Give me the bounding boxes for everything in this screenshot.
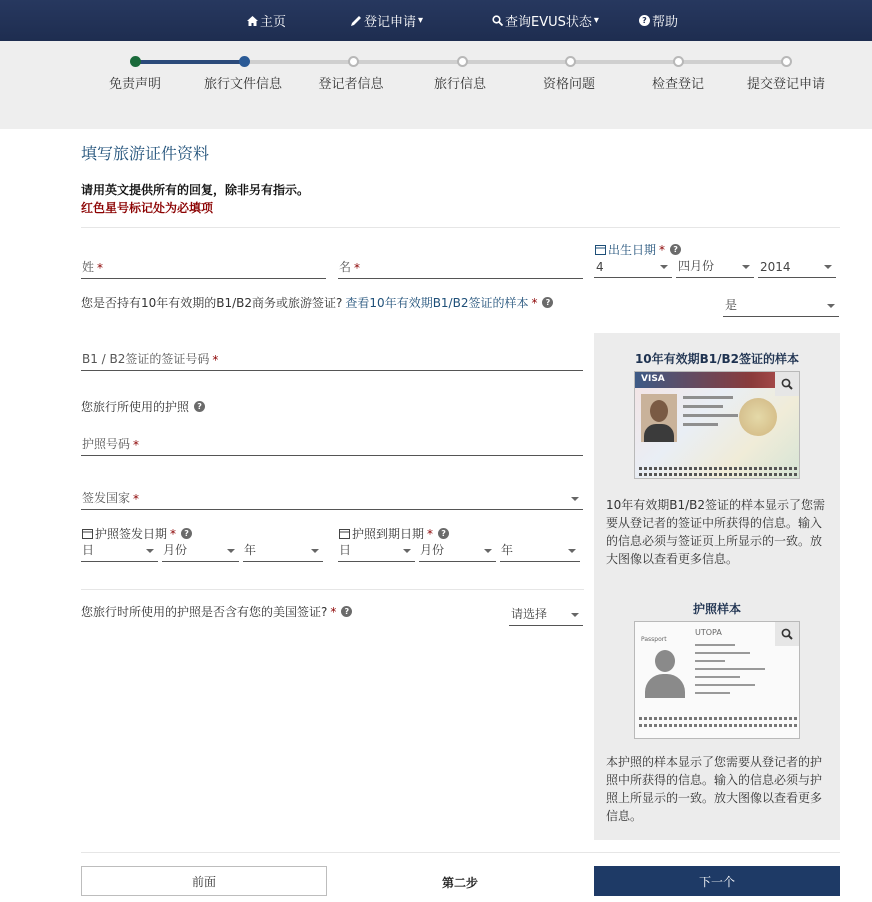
step-label: 旅行信息 (433, 77, 487, 92)
dob-month-select[interactable] (676, 256, 754, 278)
required-marker: * (330, 604, 337, 619)
sample-sidebar (594, 333, 840, 840)
help-icon[interactable]: ? (341, 606, 352, 617)
next-button[interactable]: 下一个 (594, 866, 840, 896)
search-icon (781, 628, 793, 640)
visa-answer-select[interactable] (723, 295, 839, 317)
step-dot-submit (781, 56, 792, 67)
issuing-country-select[interactable] (81, 488, 583, 510)
passport-heading-text: 您旅行所使用的护照 (81, 400, 190, 414)
visa-number-field[interactable] (81, 349, 583, 371)
surname-field[interactable] (81, 257, 326, 279)
visa-sample-image[interactable] (634, 371, 800, 479)
expiry-year-value: 年 (501, 543, 514, 557)
passport-subtitle: Passport (641, 636, 667, 643)
help-icon[interactable]: ? (438, 528, 449, 539)
calendar-icon (595, 244, 606, 255)
visa-photo (641, 394, 677, 442)
passport-sample-title: 护照样本 (692, 602, 741, 616)
nav-home[interactable] (247, 0, 286, 41)
chevron-down-icon (568, 549, 576, 553)
step-label[interactable]: 旅行文件信息 (203, 77, 283, 92)
help-icon[interactable]: ? (194, 401, 205, 412)
step-label: 资格问题 (542, 77, 596, 92)
dob-year-select[interactable] (758, 256, 836, 278)
passport-heading (81, 398, 205, 415)
passport-number-field[interactable] (81, 434, 583, 456)
home-icon (247, 16, 258, 26)
dob-year-value: 2014 (760, 260, 791, 274)
visa-seal (739, 398, 777, 436)
step-dot-travel-info (457, 56, 468, 67)
divider (81, 589, 584, 590)
chevron-down-icon (827, 304, 835, 308)
chevron-down-icon (660, 265, 668, 269)
step-label: 登记者信息 (318, 77, 384, 92)
required-marker: * (97, 261, 104, 275)
step-dot-applicant (348, 56, 359, 67)
expiry-date-label-text: 护照到期日期 (352, 527, 425, 541)
required-marker: * (427, 526, 434, 541)
issue-year-select[interactable] (243, 540, 323, 562)
issue-date-label-text: 护照签发日期 (95, 527, 168, 541)
expiry-month-value: 月份 (420, 543, 445, 557)
dob-day-select[interactable] (594, 256, 672, 278)
visa-sample-title: 10年有效期B1/B2签证的样本 (634, 352, 800, 366)
calendar-icon (82, 528, 93, 539)
step-dot-review (673, 56, 684, 67)
passport-number-label: 护照号码 (82, 437, 131, 451)
search-icon (781, 378, 793, 390)
visa-mrz (639, 467, 797, 470)
expiry-day-select[interactable] (338, 540, 415, 562)
passport-title: UTOPA (695, 628, 722, 637)
chevron-down-icon (311, 549, 319, 553)
required-marker: * (212, 353, 219, 367)
expiry-year-select[interactable] (500, 540, 580, 562)
step-dot-eligibility (565, 56, 576, 67)
step-indicator: 第二步 (441, 876, 478, 890)
given-name-field[interactable] (338, 257, 583, 279)
dob-day-value: 4 (596, 260, 604, 274)
expiry-month-select[interactable] (419, 540, 496, 562)
contains-visa-text: 您旅行时所使用的护照是否含有您的美国签证? (81, 605, 328, 619)
chevron-down-icon: ▾ (418, 15, 424, 26)
help-icon[interactable]: ? (670, 244, 681, 255)
zoom-button[interactable] (775, 372, 799, 396)
photo-head-shape (650, 400, 668, 422)
contains-visa-value: 请选择 (511, 607, 548, 621)
visa-question-text: 您是否持有10年有效期的B1/B2商务或旅游签证? (81, 296, 343, 310)
passport-sample-description: 本护照的样本显示了您需要从登记者的护照中所获得的信息。输入的信息必须与护照上所显示的一致。放大图像以查看更多信息。 (606, 755, 823, 823)
main-content (0, 129, 872, 902)
contains-visa-select[interactable] (509, 604, 583, 626)
visa-sample-link[interactable]: 查看10年有效期B1/B2签证的样本 (345, 296, 529, 310)
passport-mrz (639, 717, 797, 720)
required-marker: * (531, 295, 538, 310)
step-dot-travel-docs (239, 56, 250, 67)
required-marker: * (354, 261, 361, 275)
step-label: 检查登记 (651, 77, 705, 92)
avatar-silhouette (643, 646, 687, 698)
nav-check-label: 查询EVUS状态 (505, 15, 592, 30)
page-title: 填写旅游证件资料 (81, 144, 210, 163)
top-nav (0, 0, 872, 41)
question-circle-icon: ? (639, 15, 650, 26)
progress-area (0, 41, 872, 129)
nav-help-label: 帮助 (652, 15, 679, 30)
expiry-day-value: 日 (339, 543, 352, 557)
chevron-down-icon (824, 265, 832, 269)
dob-label-text: 出生日期 (608, 243, 657, 257)
nav-register-label: 登记申请 (364, 15, 417, 30)
issue-day-value: 日 (82, 543, 95, 557)
chevron-down-icon (146, 549, 154, 553)
pencil-icon (351, 15, 362, 26)
issuing-country-label: 签发国家 (82, 491, 131, 505)
chevron-down-icon (571, 497, 579, 501)
chevron-down-icon (484, 549, 492, 553)
visa-sample-description: 10年有效期B1/B2签证的样本显示了您需要从登记者的签证中所获得的信息。输入的信息必须与签证页上所显示的一致。放大图像以查看更多信息。 (606, 498, 826, 566)
divider (81, 852, 840, 853)
passport-sample-image[interactable] (634, 621, 800, 739)
chevron-down-icon (571, 613, 579, 617)
nav-check-status[interactable] (492, 0, 599, 41)
divider (81, 227, 840, 228)
issue-year-value: 年 (244, 543, 257, 557)
dob-month-value: 四月份 (678, 259, 715, 273)
progress-track-done (135, 60, 244, 64)
help-icon[interactable]: ? (542, 297, 553, 308)
step-label: 提交登记申请 (746, 77, 826, 92)
chevron-down-icon: ▾ (593, 15, 599, 26)
required-marker: * (659, 242, 666, 257)
nav-help[interactable] (639, 0, 678, 41)
contains-visa-question (81, 603, 352, 620)
issue-day-select[interactable] (81, 540, 158, 562)
issue-month-select[interactable] (162, 540, 239, 562)
chevron-down-icon (227, 549, 235, 553)
photo-shoulders-shape (644, 424, 674, 442)
given-name-label: 名 (339, 260, 352, 274)
chevron-down-icon (742, 265, 750, 269)
visa-text-lines (683, 396, 743, 432)
visa-mrz (639, 473, 797, 476)
previous-button[interactable]: 前面 (81, 866, 327, 896)
step-label[interactable]: 免责声明 (108, 77, 162, 92)
required-marker: * (133, 438, 140, 452)
zoom-button[interactable] (775, 622, 799, 646)
calendar-icon (339, 528, 350, 539)
chevron-down-icon (403, 549, 411, 553)
surname-label: 姓 (82, 260, 95, 274)
visa-label: VISA (641, 374, 665, 384)
search-icon (492, 15, 503, 26)
visa-number-label: B1 / B2签证的签证号码 (82, 352, 210, 366)
visa-answer-value: 是 (725, 298, 738, 312)
required-marker: * (170, 526, 177, 541)
step-dot-disclaimer (130, 56, 141, 67)
passport-text-lines (695, 644, 785, 700)
issue-month-value: 月份 (163, 543, 188, 557)
instruction-text: 请用英文提供所有的回复，除非另有指示。 (81, 183, 310, 197)
nav-home-label: 主页 (260, 15, 287, 30)
nav-register[interactable] (351, 0, 423, 41)
passport-mrz (639, 724, 797, 727)
visa-question (81, 294, 553, 311)
help-icon[interactable]: ? (181, 528, 192, 539)
required-note: 红色星号标记处为必填项 (81, 201, 214, 215)
required-marker: * (133, 492, 140, 506)
